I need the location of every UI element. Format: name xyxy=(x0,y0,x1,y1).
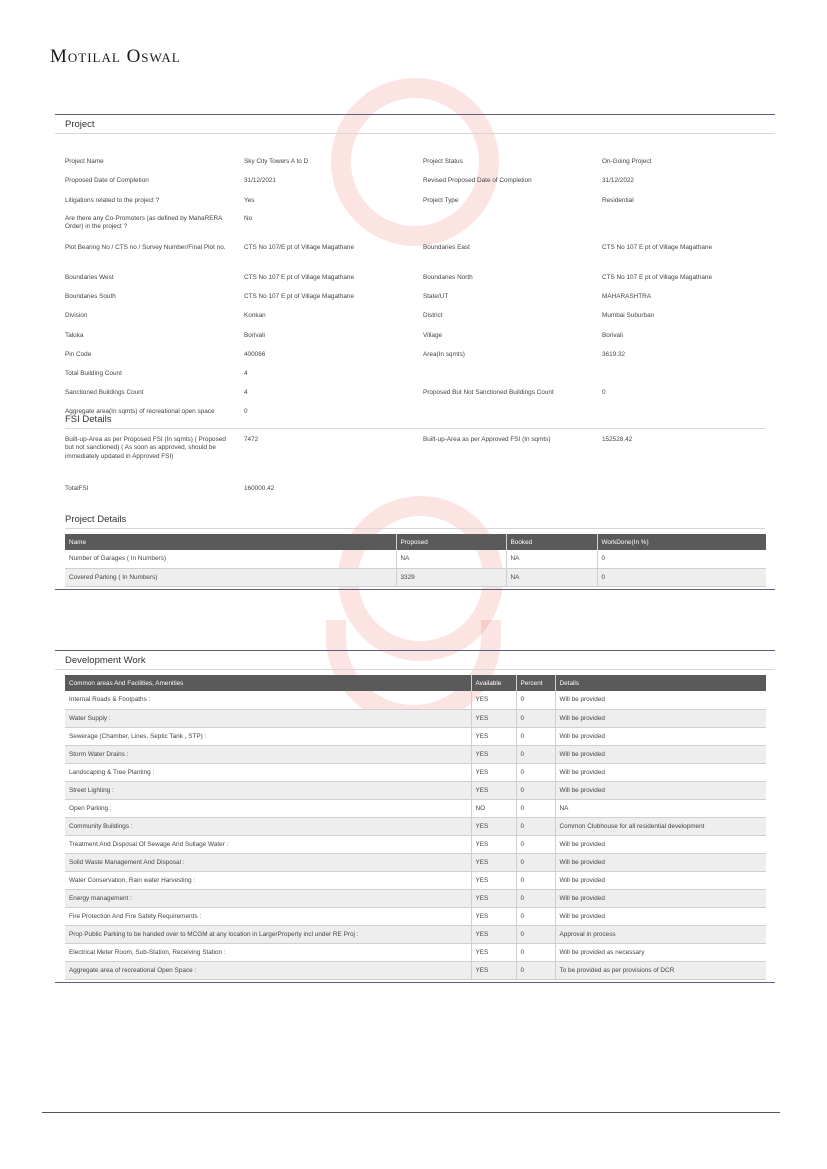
table-cell: YES xyxy=(471,961,516,979)
field-label: Plot Bearing No / CTS no / Survey Number/Final Plot no. xyxy=(65,244,226,251)
field-label: Proposed But Not Sanctioned Buildings Count xyxy=(423,389,554,396)
table-cell: 0 xyxy=(516,835,555,853)
table-cell: Will be provided xyxy=(555,889,766,907)
table-cell: Will be provided xyxy=(555,871,766,889)
table-cell: To be provided as per provisions of DCR xyxy=(555,961,766,979)
field-label: Project Name xyxy=(65,158,104,165)
development-work-table xyxy=(65,675,766,980)
table-cell: 0 xyxy=(516,709,555,727)
table-cell: Will be provided xyxy=(555,835,766,853)
field-label: Proposed Date of Completion xyxy=(65,177,149,184)
table-cell: NA xyxy=(506,550,597,568)
field-value: MAHARASHTRA xyxy=(602,293,652,300)
field-label: Boundaries North xyxy=(423,274,473,281)
table-cell: 0 xyxy=(516,961,555,979)
table-cell: YES xyxy=(471,889,516,907)
field-value: CTS No 107 E pt of Village Magathane xyxy=(602,244,713,251)
footer-rule xyxy=(42,1112,780,1113)
project-info-grid xyxy=(55,134,775,434)
table-cell: YES xyxy=(471,691,516,709)
table-cell: 0 xyxy=(516,943,555,961)
table-cell: Community Buildings : xyxy=(65,817,471,835)
table-cell: Will be provided xyxy=(555,727,766,745)
table-cell: Aggregate area of recreational Open Space : xyxy=(65,961,471,979)
field-value: Residential xyxy=(602,197,634,204)
table-cell: NA xyxy=(555,799,766,817)
table-cell: Water Supply : xyxy=(65,709,471,727)
table-cell: Fire Protection And Fire Safety Requirements : xyxy=(65,907,471,925)
field-label: Boundaries East xyxy=(423,244,470,251)
field-label: Litigations related to the project ? xyxy=(65,197,160,204)
field-label: Revised Proposed Date of Completion xyxy=(423,177,532,184)
field-value: CTS No 107 E pt of Village Magathane xyxy=(602,274,713,281)
project-details-title: Project Details xyxy=(65,514,127,525)
table-row xyxy=(65,871,766,889)
table-cell: NO xyxy=(471,799,516,817)
table-cell: YES xyxy=(471,943,516,961)
table-cell: 0 xyxy=(516,691,555,709)
table-cell: 0 xyxy=(597,550,766,568)
field-label: Taluka xyxy=(65,332,84,339)
field-label: State/UT xyxy=(423,293,449,300)
fsi-section-title: FSI Details xyxy=(65,414,112,425)
table-cell: YES xyxy=(471,925,516,943)
table-cell: Will be provided as necessary xyxy=(555,943,766,961)
table-cell: Covered Parking ( In Numbers) xyxy=(65,568,396,586)
table-row xyxy=(65,781,766,799)
field-label: Boundaries South xyxy=(65,293,116,300)
table-cell: Solid Waste Management And Disposal : xyxy=(65,853,471,871)
table-cell: 0 xyxy=(516,799,555,817)
field-label: Built-up-Area as per Approved FSI (In sqmts) xyxy=(423,436,551,443)
table-cell: 0 xyxy=(516,781,555,799)
table-row xyxy=(65,691,766,709)
table-cell: 0 xyxy=(516,871,555,889)
field-value: 160000.42 xyxy=(244,485,275,492)
field-value: 3619.32 xyxy=(602,351,626,358)
table-row xyxy=(65,709,766,727)
field-value: Yes xyxy=(244,197,255,204)
table-cell: 0 xyxy=(516,853,555,871)
field-label: Total Building Count xyxy=(65,370,122,377)
project-section-title: Project xyxy=(55,115,775,134)
field-label: Area(In sqmts) xyxy=(423,351,465,358)
table-cell: 3329 xyxy=(396,568,506,586)
table-row xyxy=(65,799,766,817)
table-cell: YES xyxy=(471,781,516,799)
field-value: 31/12/2021 xyxy=(244,177,276,184)
table-cell: Will be provided xyxy=(555,853,766,871)
field-label: Aggregate area(In sqmts) of recreational open space xyxy=(65,408,215,415)
field-label: Are there any Co-Promoters (as defined by MahaRERA Order) in the project ? xyxy=(65,215,222,231)
table-cell: Water Conservation, Rain water Harvesting : xyxy=(65,871,471,889)
table-cell: Sewerage (Chamber, Lines, Septic Tank , STP) : xyxy=(65,727,471,745)
field-value: 0 xyxy=(244,408,248,415)
field-value: CTS No 107 E pt of Village Magathane xyxy=(244,293,355,300)
table-cell: 0 xyxy=(516,817,555,835)
field-value: Sky City Towers A to D xyxy=(244,158,309,165)
table-row xyxy=(65,835,766,853)
field-label: Boundaries West xyxy=(65,274,114,281)
project-details-table xyxy=(65,534,766,587)
table-cell: YES xyxy=(471,727,516,745)
table-row xyxy=(65,961,766,979)
table-cell: Approval in process xyxy=(555,925,766,943)
table-cell: YES xyxy=(471,835,516,853)
column-header: Available xyxy=(471,675,516,691)
table-row xyxy=(65,925,766,943)
field-value: No xyxy=(244,215,253,222)
table-cell: Will be provided xyxy=(555,907,766,925)
table-row xyxy=(65,727,766,745)
section-bottom-rule xyxy=(55,982,775,983)
project-details-divider xyxy=(65,528,765,529)
table-cell: Open Parking : xyxy=(65,799,471,817)
table-cell: 0 xyxy=(516,925,555,943)
table-cell: Electrical Meter Room, Sub-Station, Receiving Station : xyxy=(65,943,471,961)
table-row xyxy=(65,889,766,907)
field-label: Pin Code xyxy=(65,351,92,358)
field-label: TotalFSI xyxy=(65,485,89,492)
field-label: Division xyxy=(65,312,88,319)
table-cell: Will be provided xyxy=(555,691,766,709)
column-header: Common areas And Facilities, Amenities xyxy=(65,675,471,691)
table-cell: Number of Garages ( In Numbers) xyxy=(65,550,396,568)
development-work-section xyxy=(55,650,775,974)
table-cell: Treatment And Disposal Of Sewage And Sullage Water : xyxy=(65,835,471,853)
table-cell: Internal Roads & Footpaths : xyxy=(65,691,471,709)
table-row xyxy=(65,817,766,835)
table-row xyxy=(65,763,766,781)
field-value: 31/12/2022 xyxy=(602,177,634,184)
table-cell: 0 xyxy=(516,745,555,763)
fsi-divider xyxy=(65,428,765,429)
table-cell: Common Clubhouse for all residential development xyxy=(555,817,766,835)
table-row xyxy=(65,853,766,871)
column-header: Percent xyxy=(516,675,555,691)
field-label: Project Status xyxy=(423,158,463,165)
table-cell: YES xyxy=(471,853,516,871)
column-header: Name xyxy=(65,534,396,550)
table-cell: Storm Water Drains : xyxy=(65,745,471,763)
field-value: 152528.42 xyxy=(602,436,633,443)
table-cell: 0 xyxy=(516,889,555,907)
table-cell: YES xyxy=(471,871,516,889)
table-cell: YES xyxy=(471,709,516,727)
column-header: Details xyxy=(555,675,766,691)
table-cell: NA xyxy=(506,568,597,586)
field-label: Village xyxy=(423,332,443,339)
field-label: Sanctioned Buildings Count xyxy=(65,389,144,396)
field-value: 7472 xyxy=(244,436,259,443)
table-cell: Prop Public Parking to be handed over to MCGM at any location in LargerProperty incl under RE Proj : xyxy=(65,925,471,943)
section-bottom-rule xyxy=(55,589,775,590)
table-cell: Will be provided xyxy=(555,781,766,799)
table-row xyxy=(65,550,766,568)
table-row xyxy=(65,907,766,925)
project-section xyxy=(55,114,775,581)
table-cell: NA xyxy=(396,550,506,568)
field-value: On-Going Project xyxy=(602,158,652,165)
column-header: Proposed xyxy=(396,534,506,550)
field-value: Mumbai Suburban xyxy=(602,312,655,319)
table-row xyxy=(65,568,766,586)
table-row xyxy=(65,943,766,961)
development-work-title: Development Work xyxy=(55,651,775,670)
field-value: 400066 xyxy=(244,351,266,358)
table-cell: YES xyxy=(471,907,516,925)
company-logo: Motilal Oswal xyxy=(50,46,181,67)
table-cell: 0 xyxy=(516,763,555,781)
table-cell: Will be provided xyxy=(555,763,766,781)
table-cell: YES xyxy=(471,817,516,835)
table-cell: Will be provided xyxy=(555,709,766,727)
table-cell: 0 xyxy=(516,727,555,745)
table-row xyxy=(65,745,766,763)
field-label: District xyxy=(423,312,443,319)
table-cell: Energy management : xyxy=(65,889,471,907)
table-cell: Will be provided xyxy=(555,745,766,763)
field-value: 0 xyxy=(602,389,606,396)
field-value: Borivali xyxy=(244,332,265,339)
table-cell: Street Lighting : xyxy=(65,781,471,799)
field-value: 4 xyxy=(244,389,248,396)
field-value: CTS No 107 E pt of Village Magathane xyxy=(244,274,355,281)
field-value: 4 xyxy=(244,370,248,377)
table-cell: 0 xyxy=(516,907,555,925)
column-header: Booked xyxy=(506,534,597,550)
table-cell: YES xyxy=(471,745,516,763)
field-value: Konkan xyxy=(244,312,266,319)
field-value: CTS No 107/E pt of Village Magathane xyxy=(244,244,355,251)
field-value: Borivali xyxy=(602,332,623,339)
field-label: Built-up-Area as per Proposed FSI (In sqmts) ( Proposed but not sanctioned) ( As soon as approved, should be immediately updated in Approved FSI) xyxy=(65,436,226,460)
field-label: Project Type xyxy=(423,197,459,204)
table-cell: YES xyxy=(471,763,516,781)
column-header: WorkDone(In %) xyxy=(597,534,766,550)
table-cell: Landscaping & Tree Planting : xyxy=(65,763,471,781)
table-cell: 0 xyxy=(597,568,766,586)
